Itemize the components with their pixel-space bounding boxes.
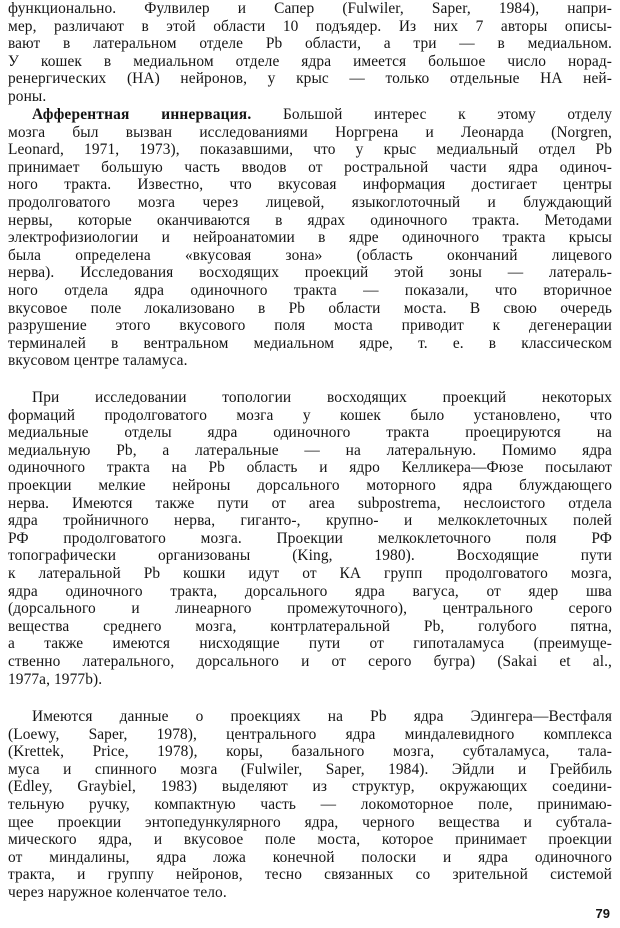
text-line: нерва). Исследования восходящих проекций этой зоны — латераль- [8, 264, 612, 282]
text-line: функционально. Фулвилер и Сапер (Fulwiler, Saper, 1984), напри- [8, 0, 612, 17]
text-line: Имеются данные о проекциях на Pb ядра Эдингера—Вестфаля [32, 708, 612, 725]
heading-line-rest: Большой интерес к этому отделу [251, 106, 612, 123]
text-line: а также имеются нисходящие пути от гипоталамуса (преимуще- [8, 635, 612, 653]
text-line: терминалей в вентральном медиальном ядре, т. е. в классическом [8, 334, 612, 352]
text-line: ственно латерального, дорсального и от серого бугра) (Sakai et al., [8, 652, 612, 670]
text-line: нервы, которые оканчиваются в ядрах одиночного тракта. Методами [8, 211, 612, 229]
text-line: ного тракта. Известно, что вкусовая информация достигает центры [8, 176, 612, 194]
text-line: проекции мелкие нейроны дорсального моторного ядра блуждающего [8, 476, 612, 494]
text-line: принимает большую часть вводов от ростральной части ядра одиноч- [8, 158, 612, 176]
paragraph-1 [8, 0, 612, 106]
text-line: вкусовое поле локализовано в Pb области моста. В свою очередь [8, 299, 612, 317]
text-line: муса и спинного мозга (Fulwiler, Saper, 1984). Эйдли и Грейбиль [8, 760, 612, 778]
paragraph-4 [8, 708, 612, 902]
text-line: разрушение этого вкусового поля моста приводит к дегенерации [8, 317, 612, 335]
text-line: топографически организованы (King, 1980). Восходящие пути [8, 547, 612, 565]
section-heading: Афферентная иннервация. [32, 106, 252, 123]
text-line: У кошек в медиальном отделе ядра имеется большое число норад- [8, 52, 612, 70]
text-line: (Loewy, Saper, 1978), центрального ядра миндалевидного комплекса [8, 725, 612, 743]
text-line: тельную ручку, компактную часть — локомоторное поле, принимаю- [8, 795, 612, 813]
text-line: от миндалины, ядра ложа конечной полоски и ядра одиночного [8, 848, 612, 866]
text-line: (дорсального и линеарного промежуточного), центрального серого [8, 600, 612, 618]
text-line: РФ продолговатого мозга. Проекции мелкоклеточного поля РФ [8, 529, 612, 547]
text-line: мозга был вызван исследованиями Норгрена и Леонарда (Norgren, [8, 123, 612, 141]
text-line: через наружное коленчатое тело. [8, 883, 227, 901]
text-line: ядра одиночного тракта, дорсального ядра вагуса, от ядер шва [8, 582, 612, 600]
text-line: При исследовании топологии восходящих проекций некоторых [32, 389, 612, 406]
paragraph-3 [8, 389, 612, 688]
text-line: была определена «вкусовая зона» (область окончаний лицевого [8, 246, 612, 264]
page-number: 79 [595, 906, 610, 921]
document-page [8, 0, 612, 928]
text-line: продолговатого мозга через лицевой, языкоглоточный и блуждающий [8, 193, 612, 211]
paragraph-2 [8, 106, 612, 370]
text-line: мического ядра, и вкусовое поле моста, которое принимает проекции [8, 831, 612, 849]
text-line: Leonard, 1971, 1973), показавшими, что у крыс медиальный отдел Pb [8, 141, 612, 159]
text-line: (Krettek, Price, 1978), коры, базального мозга, субталамуса, тала- [8, 743, 612, 761]
text-line: медиальную Pb, а латеральные — на латеральную. Помимо ядра [8, 441, 612, 459]
text-line: вкусовом центре таламуса. [8, 352, 188, 370]
text-line: (Edley, Graybiel, 1983) выделяют из структур, окружающих соедини- [8, 778, 612, 796]
text-line: электрофизиологии и нейроанатомии в ядре одиночного тракта крысы [8, 229, 612, 247]
text-line: формаций продолговатого мозга у кошек было установлено, что [8, 406, 612, 424]
text-line: нерва. Имеются также пути от area subpostrema, неслоистого отдела [8, 494, 612, 512]
text-line: вают в латеральном отделе Pb области, а три — в медиальном. [8, 35, 612, 53]
text-line: одиночного тракта на Pb область и ядро Келликера—Фюзе посылают [8, 459, 612, 477]
text-line: вещества среднего мозга, контрлатеральной Pb, голубого пятна, [8, 617, 612, 635]
text-line: медиальные отделы ядра одиночного тракта проецируются на [8, 424, 612, 442]
text-line: к латеральной Pb кошки идут от КА групп продолговатого мозга, [8, 564, 612, 582]
text-line: ядра тройничного нерва, гиганто-, крупно- и мелкоклеточных полей [8, 512, 612, 530]
text-line: роны. [8, 87, 47, 105]
text-line: щее проекции энтопедункулярного ядра, черного вещества и субтала- [8, 813, 612, 831]
text-line: ренергических (НА) нейронов, у крыс — только отдельные НА ней- [8, 70, 612, 88]
text-line: ного отдела ядра одиночного тракта — показали, что вторичное [8, 281, 612, 299]
text-line: 1977a, 1977b). [8, 670, 103, 688]
text-line: тракта, и группу нейронов, тесно связанных со зрительной системой [8, 866, 612, 884]
text-line [8, 106, 612, 124]
text-line: мер, различают в этой области 10 подъядер. Из них 7 авторы описы- [8, 17, 612, 35]
